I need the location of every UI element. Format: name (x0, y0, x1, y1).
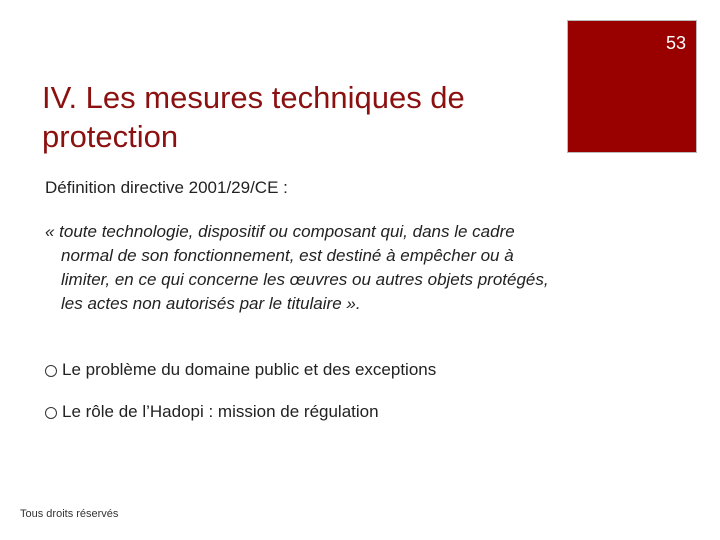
bullet-item (45, 360, 436, 380)
circle-bullet-icon (45, 407, 57, 419)
definition-label: Définition directive 2001/29/CE : (45, 178, 288, 197)
bullet-text: Le problème du domaine public et des exceptions (62, 360, 437, 379)
definition-quote: « toute technologie, dispositif ou composant qui, dans le cadre normal de son fonctionnement, est destiné à empêcher ou à limiter, en ce qui concerne les œuvres ou autres objets protégés, les actes non autorisés par le titulaire ». (45, 222, 549, 313)
slide-number: 53 (665, 33, 686, 53)
circle-bullet-icon (45, 365, 57, 377)
slide-number-box (567, 20, 697, 153)
bullet-text: Le rôle de l’Hadopi : mission de régulation (62, 402, 379, 421)
slide-title: IV. Les mesures techniques de protection (42, 80, 465, 154)
footer-copyright: Tous droits réservés (20, 508, 119, 520)
bullet-item (45, 402, 379, 422)
